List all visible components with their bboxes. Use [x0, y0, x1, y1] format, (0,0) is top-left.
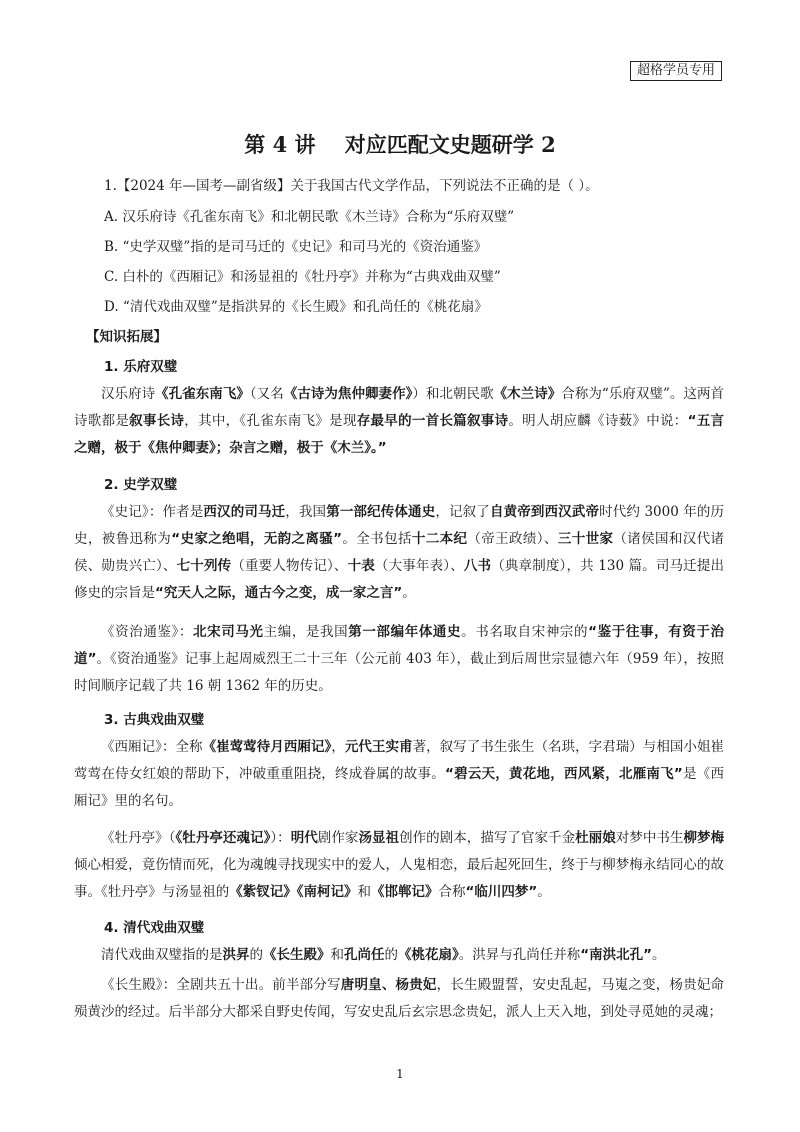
section-heading-2: 2. 史学双璧 — [104, 477, 178, 493]
section-heading-1: 1. 乐府双璧 — [104, 359, 178, 375]
section-2-paragraph-1: 《史记》：作者是西汉的司马迁，我国第一部纪传体通史，记叙了自黄帝到西汉武帝时代约 3000 年的历史，被鲁迅称为“史家之绝唱，无韵之离骚”。全书包括十二本纪（帝王政绩）、三十世家（诸侯国和汉代诸侯、勋贵兴亡）、七十列传（重要人物传记）、十表（大事年表）、八书（典章制度），共 130 篇。司马迁提出修史的宗旨是“究天人之际，通古今之变，成一家之言”。 — [74, 504, 725, 601]
question-stem: 1.【2024 年—国考—副省级】关于我国古代文学作品，下列说法不正确的是（ ）。 — [104, 178, 599, 194]
page-number: 1 — [396, 1067, 404, 1081]
section-3-paragraph-2: 《牡丹亭》（《牡丹亭还魂记》）：明代剧作家汤显祖创作的剧本，描写了官家千金杜丽娘对梦中书生柳梦梅倾心相爱，竟伤情而死，化为魂魄寻找现实中的爱人，人鬼相恋，最后起死回生，终于与柳梦梅永结同心的故事。《牡丹亭》与汤显祖的《紫钗记》《南柯记》和《邯郸记》合称“临川四梦”。 — [74, 830, 725, 900]
option-b: B. “史学双璧”指的是司马迁的《史记》和司马光的《资治通鉴》 — [104, 239, 488, 255]
section-2-paragraph-2: 《资治通鉴》：北宋司马光主编，是我国第一部编年体通史。书名取自宋神宗的“鉴于往事，有资于治道”。《资治通鉴》记事上起周威烈王二十三年（公元前 403 年），截止到后周世宗显德六年（959 年），按照时间顺序记载了共 16 朝 1362 年的历史。 — [74, 624, 725, 694]
section-heading-4: 4. 清代戏曲双璧 — [104, 920, 205, 936]
knowledge-header: 【知识拓展】 — [86, 329, 167, 345]
option-d: D. “清代戏曲双璧”是指洪昇的《长生殿》和孔尚任的《桃花扇》 — [104, 299, 488, 315]
section-4-paragraph-1: 清代戏曲双璧指的是洪昇的《长生殿》和孔尚任的《桃花扇》。洪昇与孔尚任并称“南洪北孔”。 — [101, 947, 666, 963]
option-c: C. 白朴的《西厢记》和汤显祖的《牡丹亭》并称为“古典戏曲双璧” — [104, 269, 501, 285]
option-a: A. 汉乐府诗《孔雀东南飞》和北朝民歌《木兰诗》合称为“乐府双璧” — [104, 209, 515, 225]
section-4-paragraph-2: 《长生殿》：全剧共五十出。前半部分写唐明皇、杨贵妃，长生殿盟誓，安史乱起，马嵬之变，杨贵妃命殒黄沙的经过。后半部分大都采自野史传闻，写安史乱后玄宗思念贵妃，派人上天入地，到处寻觅她的灵魂； — [74, 977, 725, 1020]
page-title: 第 4 讲 对应匹配文史题研学 2 — [244, 132, 556, 157]
section-heading-3: 3. 古典戏曲双璧 — [104, 712, 205, 728]
section-3-paragraph-1: 《西厢记》：全称《崔莺莺待月西厢记》，元代王实甫著，叙写了书生张生（名珙，字君瑞）与相国小姐崔莺莺在侍女红娘的帮助下，冲破重重阻挠，终成眷属的故事。“碧云天，黄花地，西风紧，北雁南飞”是《西厢记》里的名句。 — [74, 739, 725, 809]
exclusive-badge: 超格学员专用 — [630, 61, 722, 81]
section-1-paragraph: 汉乐府诗《孔雀东南飞》（又名《古诗为焦仲卿妻作》）和北朝民歌《木兰诗》合称为“乐府双璧”。这两首诗歌都是叙事长诗，其中，《孔雀东南飞》是现存最早的一首长篇叙事诗。明人胡应麟《诗薮》中说：“五言之赠，极于《焦仲卿妻》；杂言之赠，极于《木兰》。” — [74, 386, 725, 456]
